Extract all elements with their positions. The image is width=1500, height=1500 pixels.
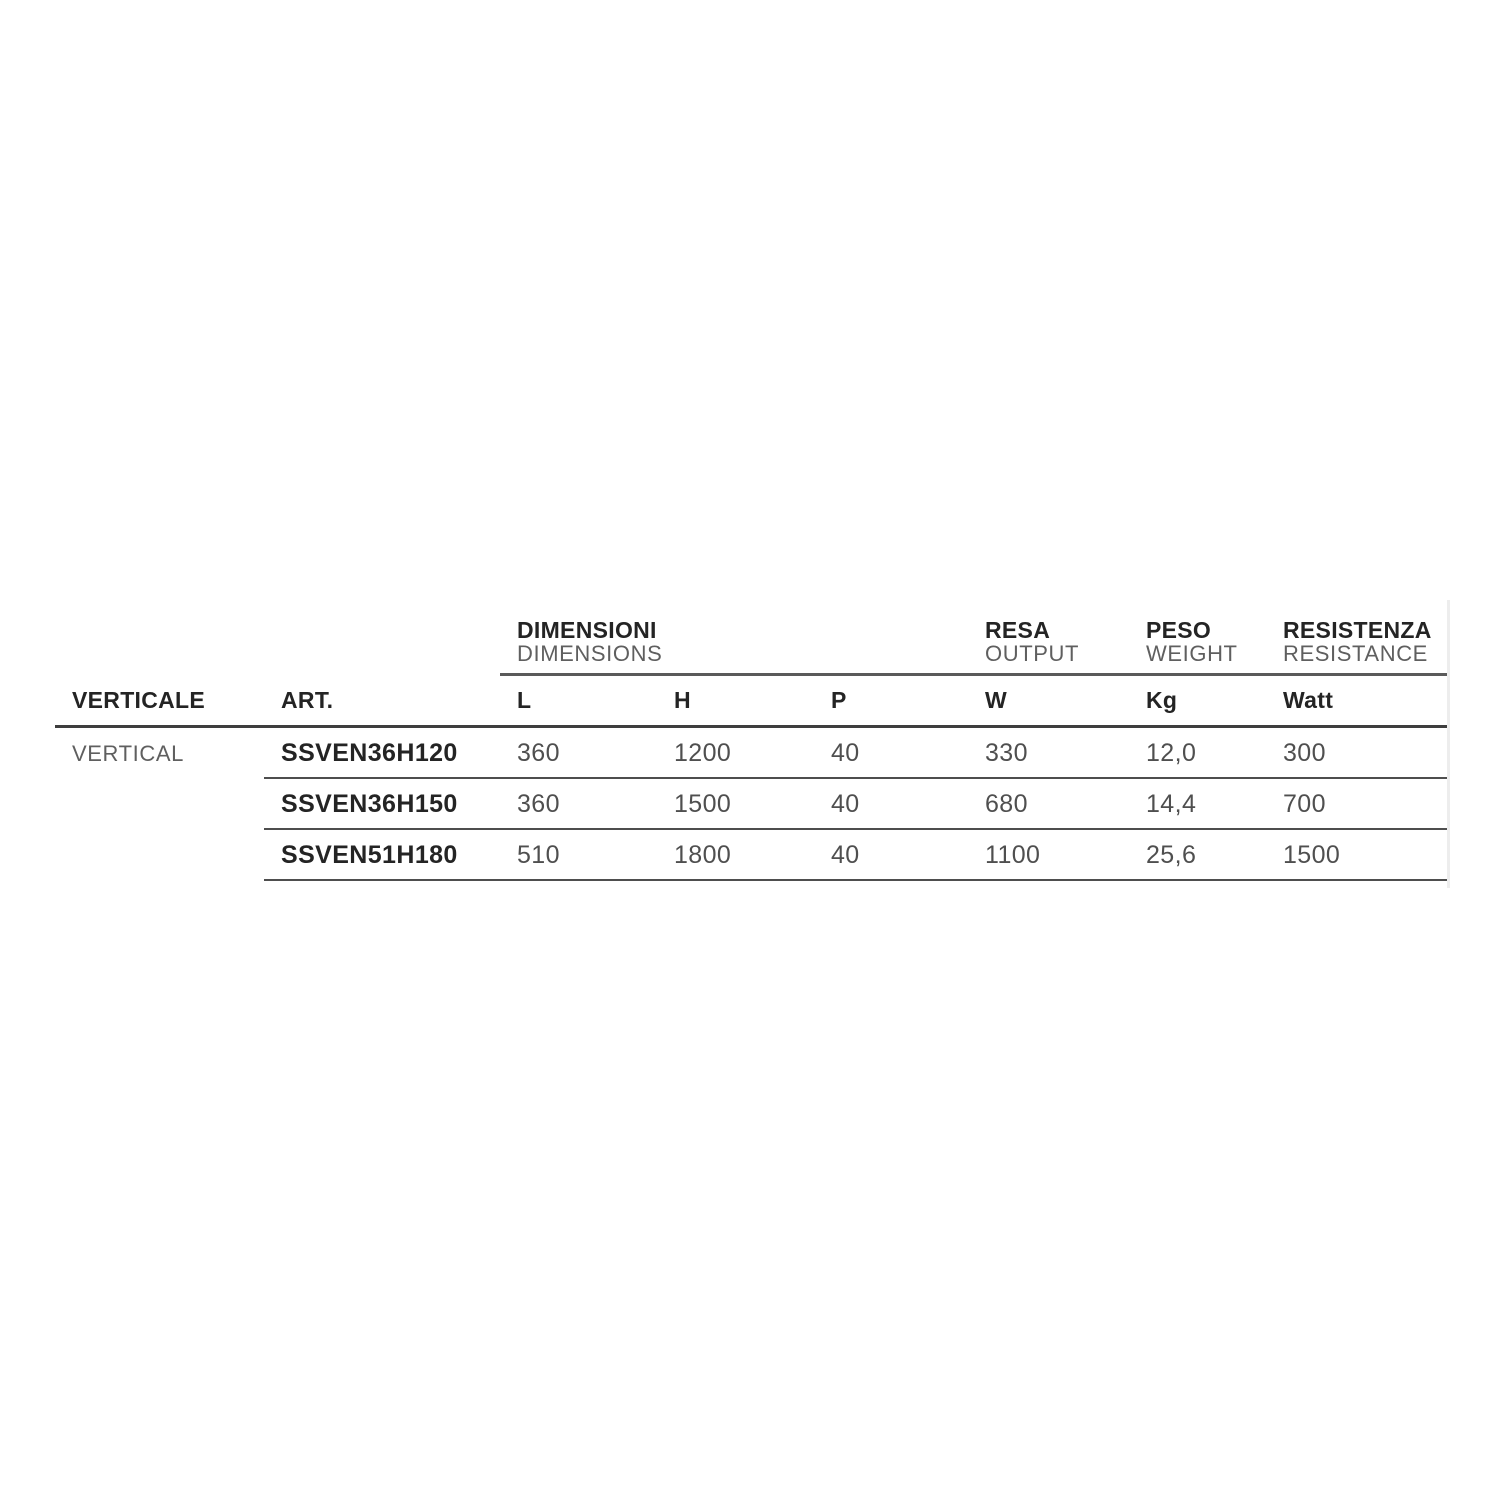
cell-w: 1100: [985, 841, 1041, 869]
spec-table: [55, 608, 1447, 881]
page-edge-shadow: [1447, 600, 1450, 888]
cell-art: SSVEN36H150: [281, 790, 458, 818]
cell-l: 510: [517, 841, 560, 869]
column-header-row: [55, 676, 1447, 728]
cell-kg: 14,4: [1146, 790, 1197, 818]
header-watt: Watt: [1283, 687, 1334, 713]
cell-p: 40: [831, 790, 860, 818]
cell-art: SSVEN51H180: [281, 841, 458, 869]
cell-watt: 700: [1283, 790, 1326, 818]
cell-p: 40: [831, 841, 860, 869]
cell-w: 680: [985, 790, 1028, 818]
cell-w: 330: [985, 739, 1028, 767]
cell-kg: 12,0: [1146, 739, 1197, 767]
cell-kg: 25,6: [1146, 841, 1197, 869]
cell-art: SSVEN36H120: [281, 739, 458, 767]
group-resistance-secondary: RESISTANCE: [1283, 641, 1428, 666]
group-resistance-primary: RESISTENZA: [1283, 617, 1432, 643]
group-weight-secondary: WEIGHT: [1146, 641, 1238, 666]
header-w: W: [985, 687, 1008, 713]
header-l: L: [517, 687, 532, 713]
cell-h: 1200: [674, 739, 732, 767]
cell-l: 360: [517, 790, 560, 818]
group-resistance: [1266, 608, 1447, 676]
group-dimensions-primary: DIMENSIONI: [517, 617, 657, 643]
group-dimensions-secondary: DIMENSIONS: [517, 641, 663, 666]
header-art: ART.: [281, 687, 334, 713]
row-group-label: VERTICAL: [72, 740, 184, 766]
cell-h: 1500: [674, 790, 732, 818]
row-rule: [264, 879, 1447, 881]
cell-l: 360: [517, 739, 560, 767]
header-verticale: VERTICALE: [72, 687, 206, 713]
group-header-row: [55, 608, 1447, 676]
group-output: [968, 608, 1129, 676]
header-p: P: [831, 687, 847, 713]
group-output-primary: RESA: [985, 617, 1051, 643]
group-output-secondary: OUTPUT: [985, 641, 1080, 666]
cell-h: 1800: [674, 841, 732, 869]
header-h: H: [674, 687, 691, 713]
group-weight: [1129, 608, 1266, 676]
table-row: [55, 830, 1447, 881]
table-row: [55, 779, 1447, 830]
header-kg: Kg: [1146, 687, 1178, 713]
cell-watt: 1500: [1283, 841, 1341, 869]
group-dimensions: [500, 608, 968, 676]
cell-p: 40: [831, 739, 860, 767]
group-weight-primary: PESO: [1146, 617, 1212, 643]
cell-watt: 300: [1283, 739, 1326, 767]
table-row: [55, 728, 1447, 779]
